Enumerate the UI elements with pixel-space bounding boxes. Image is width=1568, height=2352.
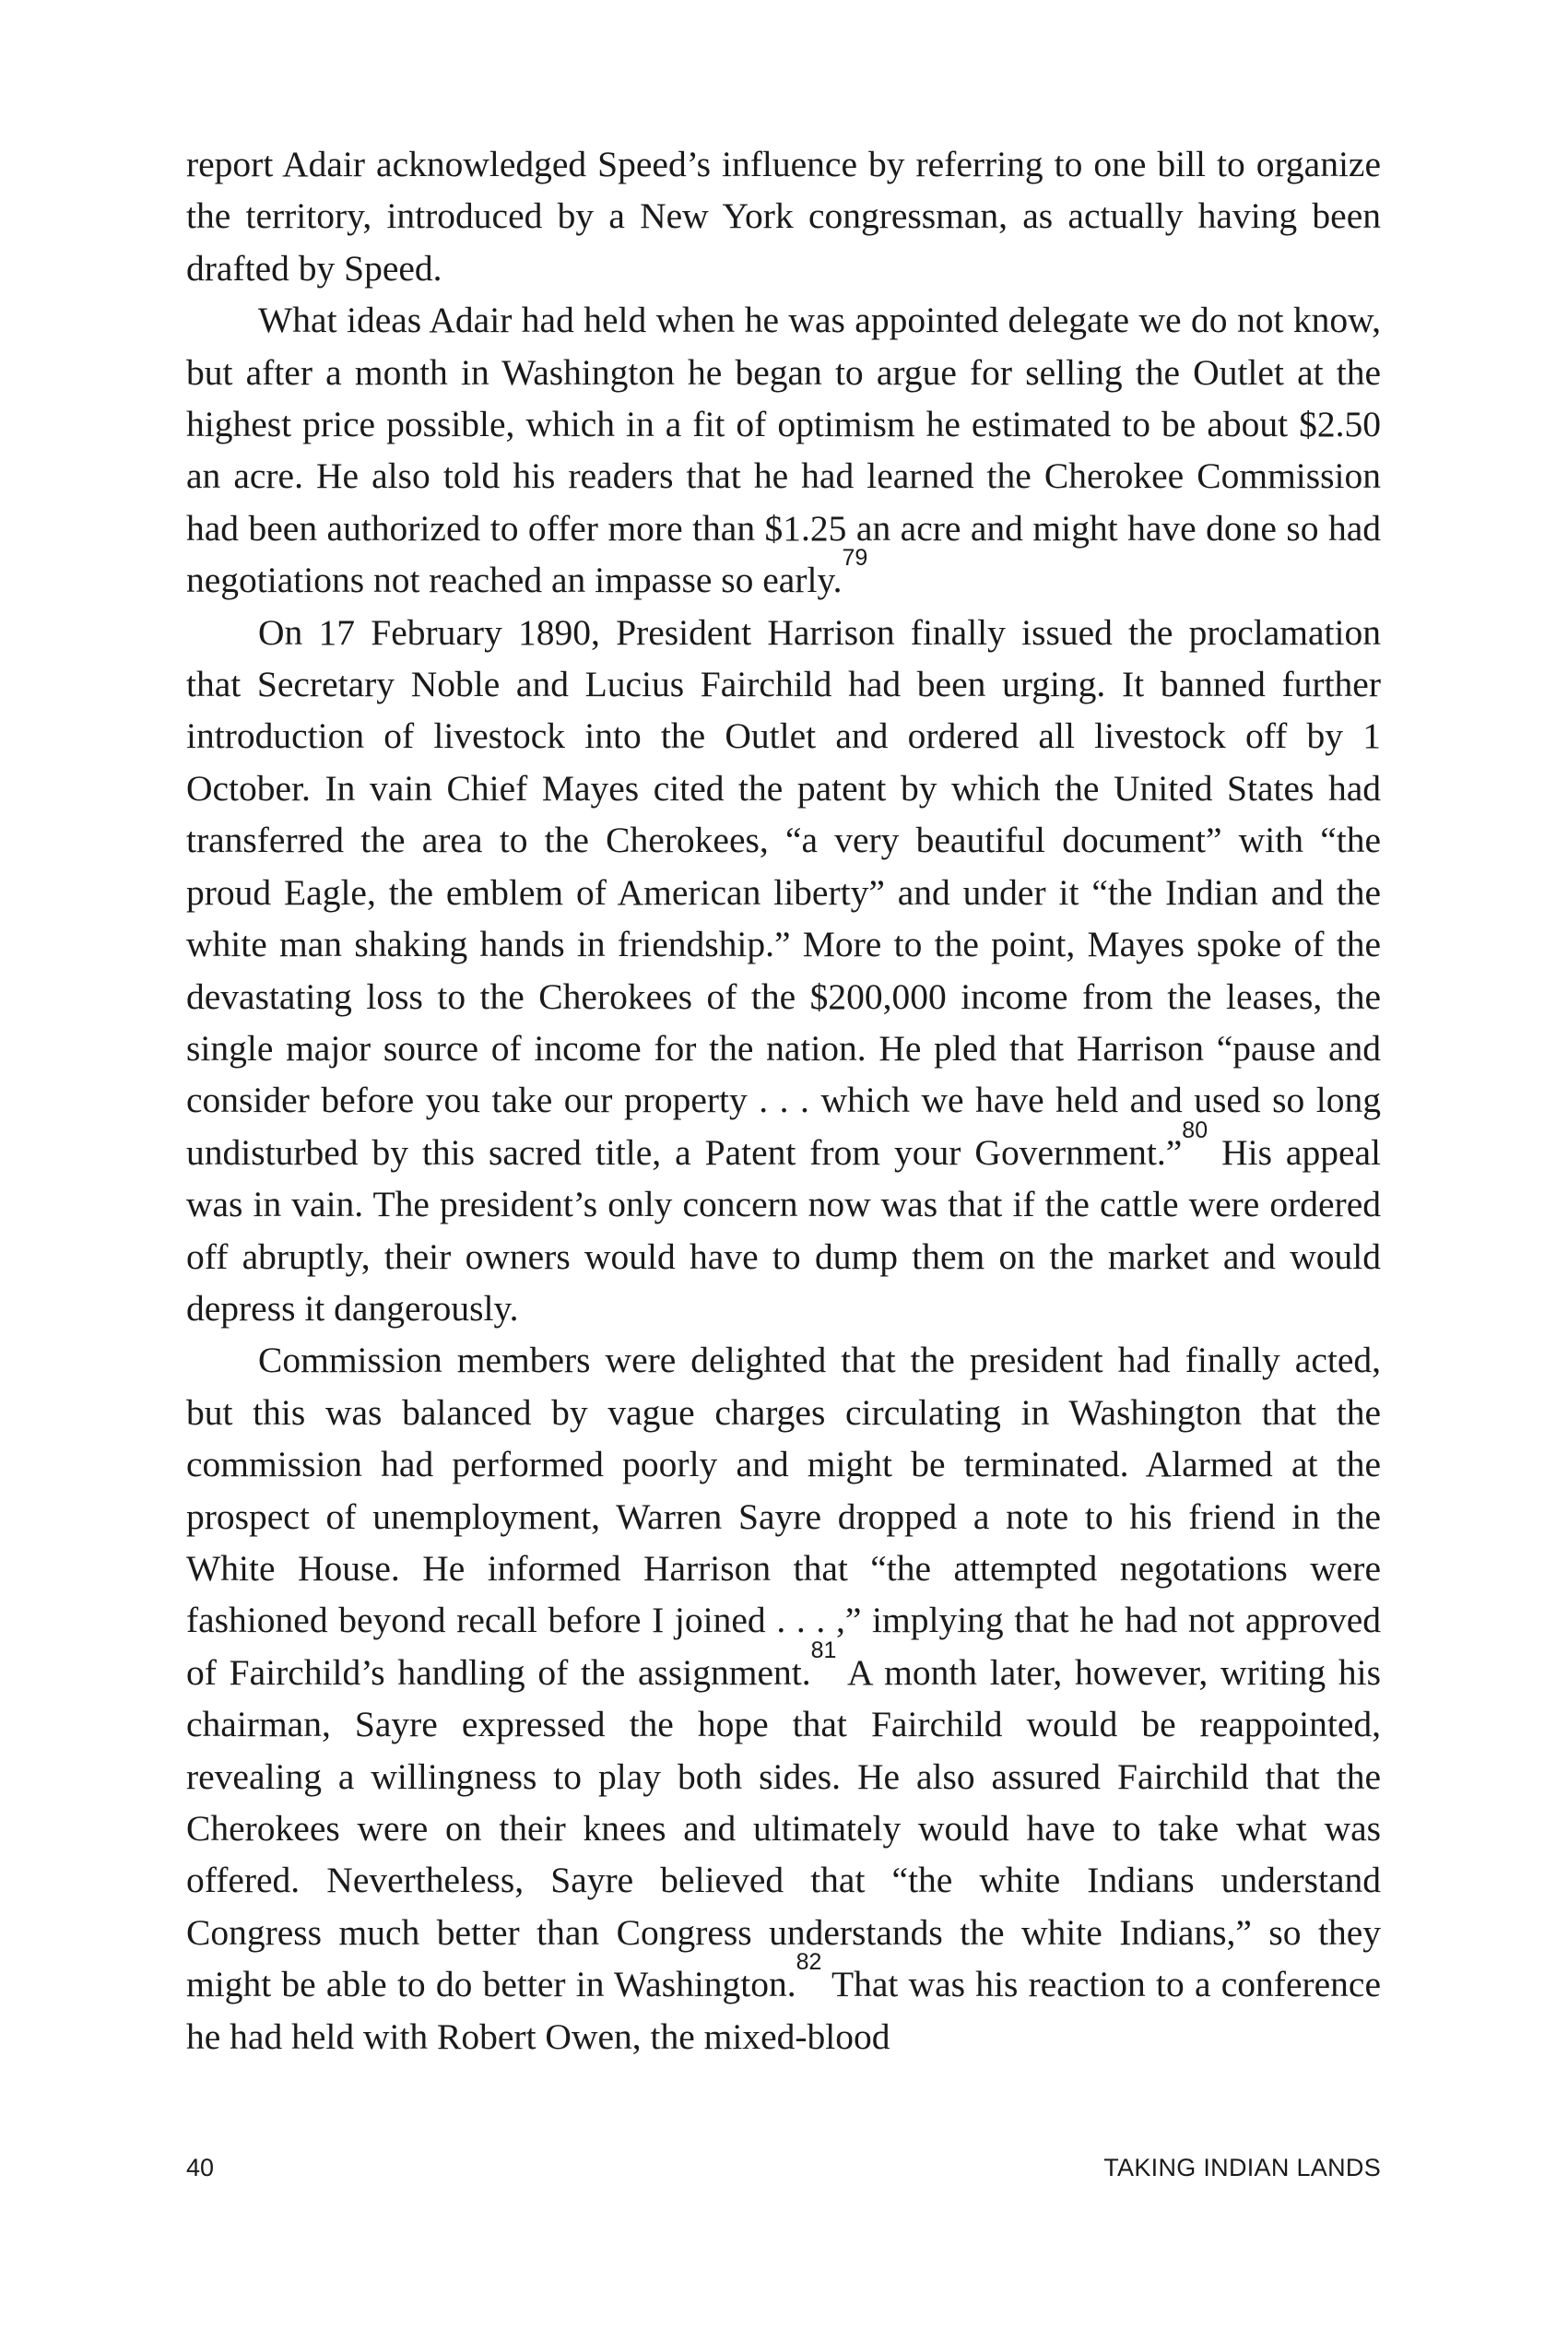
paragraph-2 [186,294,1381,606]
running-head: TAKING INDIAN LANDS [1103,2154,1381,2181]
footnote-marker-81[interactable]: 81 [810,1637,837,1663]
footnote-marker-80[interactable]: 80 [1182,1117,1208,1143]
footnote-marker-82[interactable]: 82 [796,1949,822,1976]
page-footer [186,2154,1381,2191]
paragraph-1-text: report Adair acknowledged Speed’s influence by referring to one bill to organize the territory, introduced by a New York congressman, as actually having been drafted by Speed. [186,144,1381,289]
paragraph-1 [186,138,1381,294]
paragraph-4-text-b: A month later, however, writing his chairman, Sayre expressed the hope that Fairchild would be reappointed, revealing a willingness to play both sides. He also assured Fairchild that the Cherokees were on their knees and ultimately would have to take what was offered. Nevertheless, Sayre believed that “the white Indians understand Congress much better than Congress understands the white Indians,” so they might be able to do better in Washington. [186,1651,1382,2005]
page-number: 40 [186,2154,215,2181]
paragraph-3 [186,607,1381,1335]
footnote-marker-79[interactable]: 79 [842,545,868,572]
paragraph-3-text-b: His appeal was in vain. The president’s only concern now was that if the cattle were ordered off abruptly, their owners would have to dump them on the market and would depress it dangerously. [186,1131,1381,1329]
paragraph-4-text-c: That was his reaction to a conference he had held with Robert Owen, the mixed-blood [186,1964,1381,2057]
paragraph-3-text-a: On 17 February 1890, President Harrison finally issued the proclamation that Secretary Noble and Lucius Fairchild had been urging. It banned further introduction of livestock into the Outlet and ordered all livestock off by 1 October. In vain Chief Mayes cited the patent by which the United States had transferred the area to the Cherokees, “a very beautiful document” with “the proud Eagle, the emblem of American liberty” and under it “the Indian and the white man shaking hands in friendship.” More to the point, Mayes spoke of the devastating loss to the Cherokees of the $200,000 income from the leases, the single major source of income for the nation. He pled that Harrison “pause and consider before you take our property . . . which we have held and used so long undisturbed by this sacred title, a Patent from your Government.” [186,611,1381,1173]
paragraph-4-text-a: Commission members were delighted that the president had finally acted, but this was balanced by vague charges circulating in Washington that the commission had performed poorly and might be terminated. Alarmed at the prospect of unemployment, Warren Sayre dropped a note to his friend in the White House. He informed Harrison that “the attempted negotations were fashioned beyond recall before I joined . . . ,” implying that he had not approved of Fairchild’s handling of the assignment. [186,1340,1381,1693]
paragraph-4 [186,1334,1381,2062]
body-text [186,138,1381,2062]
paragraph-2-text: What ideas Adair had held when he was appointed delegate we do not know, but after a month in Washington he began to argue for selling the Outlet at the highest price possible, which in a fit of optimism he estimated to be about $2.50 an acre. He also told his readers that he had learned the Cherokee Commission had been authorized to offer more than $1.25 an acre and might have done so had negotiations not reached an impasse so early. [186,300,1381,601]
